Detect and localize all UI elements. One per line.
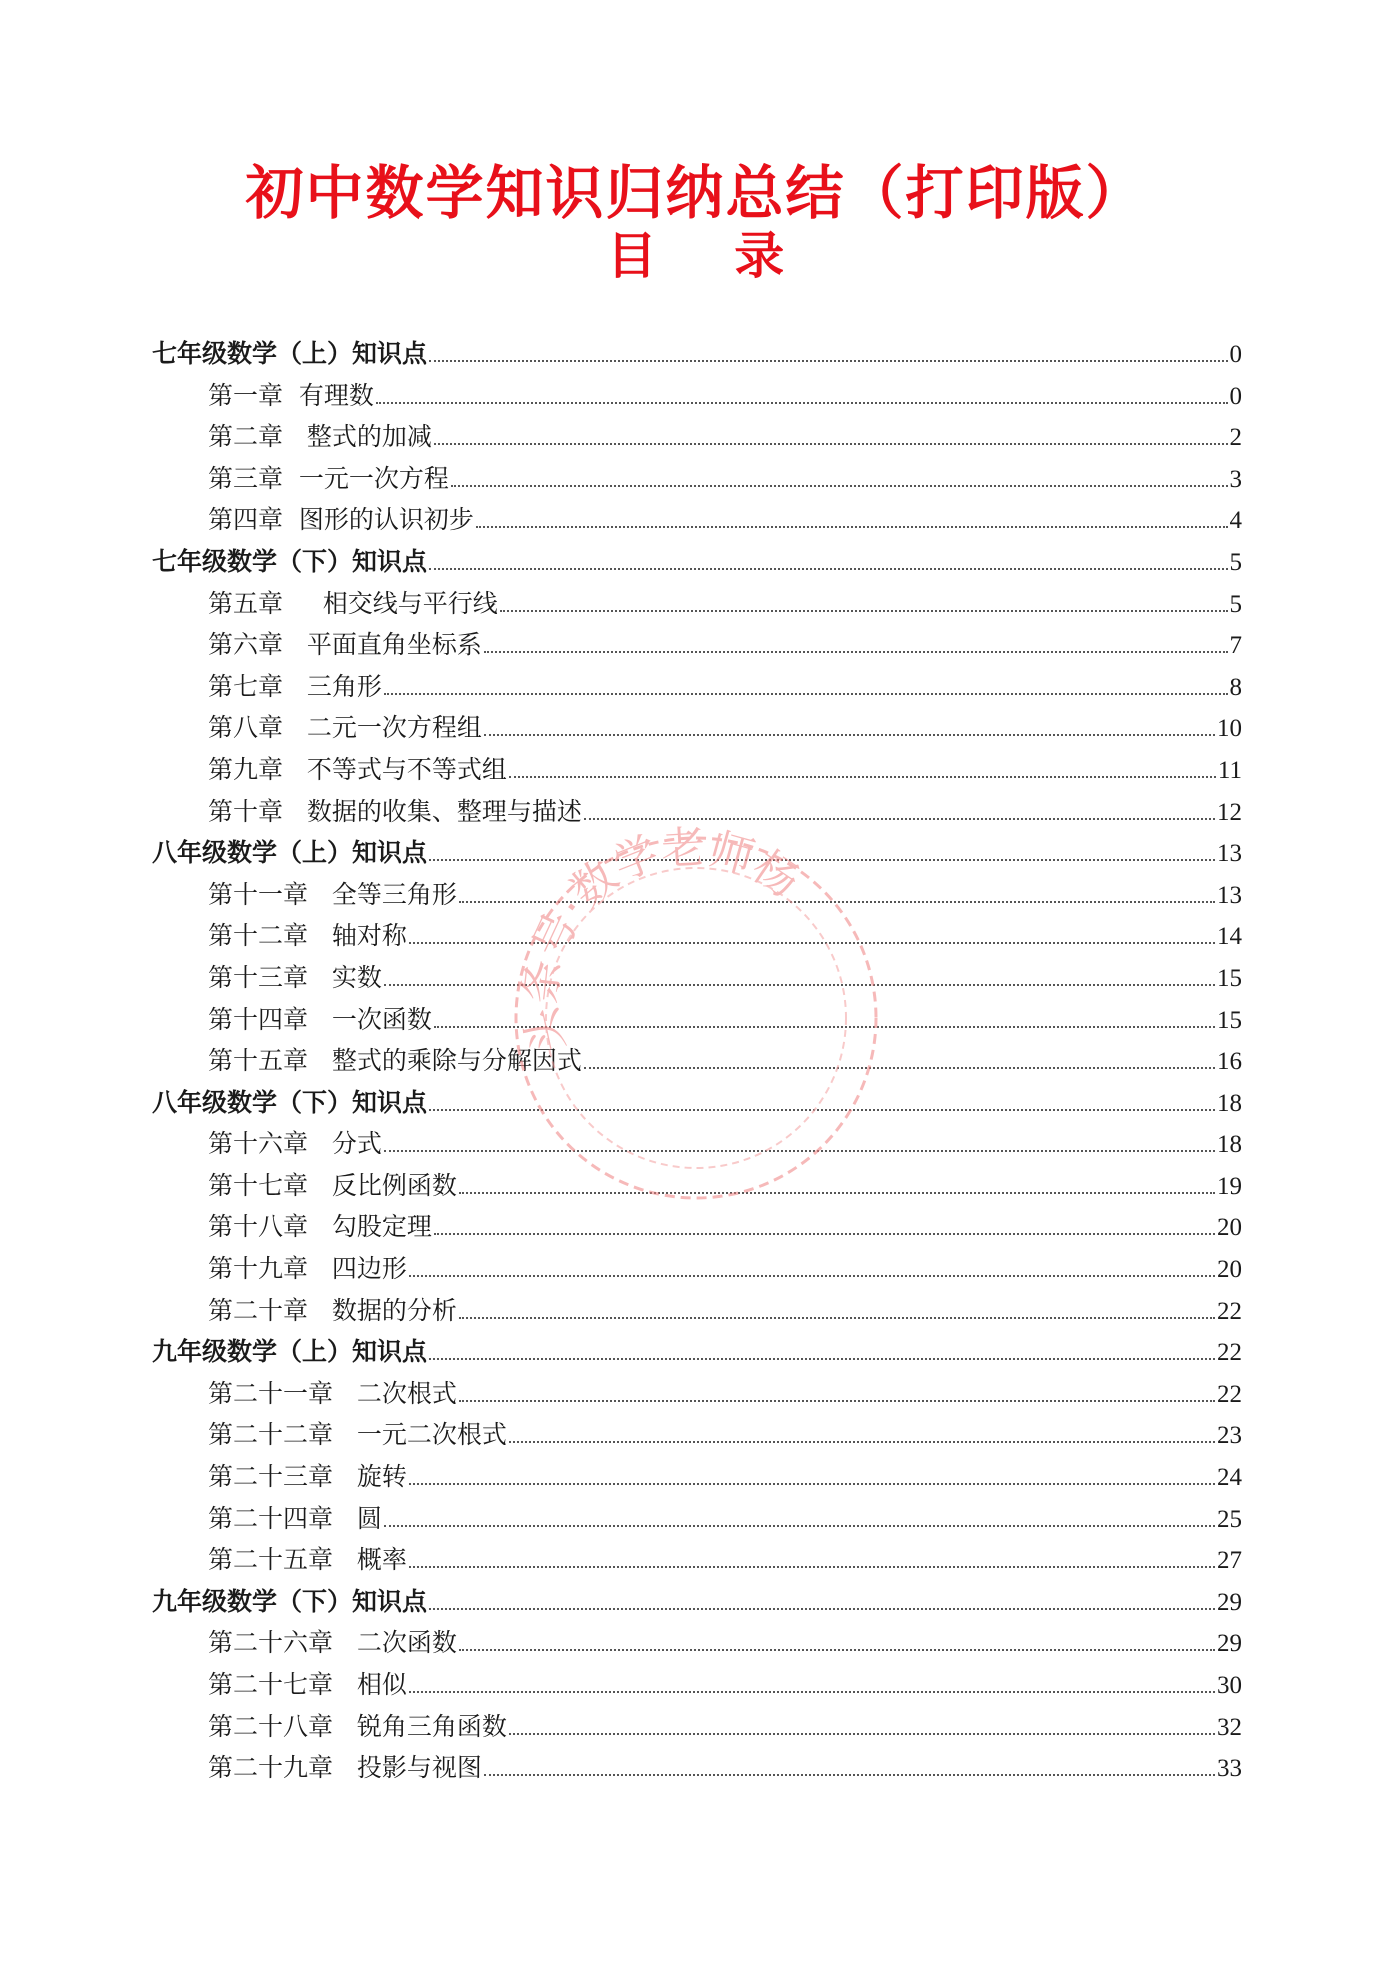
toc-page-number: 2 — [1229, 424, 1242, 452]
toc-page-number: 0 — [1229, 341, 1242, 368]
dot-leader — [509, 1732, 1215, 1735]
dot-leader — [459, 1399, 1215, 1402]
dot-leader — [451, 484, 1228, 487]
toc-chapter-entry[interactable] — [152, 1040, 1242, 1082]
toc-entry-label: 第二十四章 圆 — [208, 1503, 382, 1533]
dot-leader — [409, 941, 1215, 944]
toc-grade-entry[interactable] — [152, 541, 1242, 583]
toc-chapter-entry[interactable] — [152, 416, 1242, 458]
dot-leader — [409, 1482, 1215, 1485]
dot-leader — [384, 1524, 1215, 1527]
toc-entry-label: 第二十七章 相似 — [208, 1670, 407, 1699]
dot-leader — [429, 1607, 1215, 1610]
toc-page-number: 24 — [1217, 1464, 1242, 1492]
dot-leader — [500, 609, 1228, 612]
toc-page-number: 0 — [1229, 382, 1242, 410]
dot-leader — [409, 1565, 1215, 1568]
toc-entry-label: 九年级数学（下）知识点 — [152, 1586, 428, 1616]
dot-leader — [429, 567, 1227, 570]
toc-grade-entry[interactable] — [152, 333, 1242, 375]
dot-leader — [384, 692, 1228, 695]
toc-entry-label: 第九章 不等式与不等式组 — [208, 754, 507, 784]
toc-entry-label: 第十四章 一次函数 — [208, 1004, 432, 1034]
toc-grade-entry[interactable] — [152, 1581, 1242, 1623]
toc-chapter-entry[interactable] — [152, 1747, 1242, 1789]
toc-grade-entry[interactable] — [152, 1331, 1242, 1373]
dot-leader — [376, 401, 1228, 404]
toc-entry-label: 第十章 数据的收集、整理与描述 — [208, 796, 582, 826]
dot-leader — [509, 1440, 1215, 1443]
dot-leader — [409, 1690, 1215, 1693]
toc-entry-label: 第十六章 分式 — [208, 1129, 382, 1159]
dot-leader — [429, 359, 1227, 362]
dot-leader — [584, 817, 1215, 820]
toc-entry-label: 第五章 相交线与平行线 — [208, 588, 498, 618]
toc-grade-entry[interactable] — [152, 832, 1242, 874]
toc-page-number: 11 — [1217, 756, 1242, 784]
toc-entry-label: 第十九章 四边形 — [208, 1254, 407, 1284]
dot-leader — [459, 1316, 1215, 1319]
toc-page-number: 16 — [1217, 1048, 1242, 1076]
toc-page-number: 15 — [1217, 1006, 1242, 1034]
toc-page-number: 8 — [1229, 673, 1242, 701]
toc-page-number: 18 — [1217, 1131, 1242, 1159]
toc-entry-label: 第二十一章 二次根式 — [208, 1378, 457, 1408]
toc-entry-label: 第十三章 实数 — [208, 962, 382, 992]
toc-chapter-entry[interactable] — [152, 1248, 1242, 1290]
toc-chapter-entry[interactable] — [152, 957, 1242, 999]
toc-page-number: 29 — [1217, 1630, 1242, 1658]
toc-chapter-entry[interactable] — [152, 1373, 1242, 1415]
dot-leader — [384, 1149, 1215, 1152]
toc-entry-label: 第二十三章 旋转 — [208, 1462, 407, 1492]
toc-entry-label: 七年级数学（上）知识点 — [152, 339, 428, 368]
toc-page-number: 13 — [1217, 840, 1242, 868]
dot-leader — [476, 525, 1228, 528]
toc-page-number: 3 — [1229, 465, 1242, 493]
toc-page-number: 22 — [1217, 1297, 1242, 1325]
document-title: 初中数学知识归纳总结（打印版） — [245, 159, 1146, 227]
toc-entry-label: 第二十章 数据的分析 — [208, 1295, 457, 1325]
table-of-contents — [152, 333, 1242, 1789]
toc-page-number: 7 — [1229, 632, 1242, 660]
dot-leader — [434, 1232, 1215, 1235]
toc-grade-entry[interactable] — [152, 1082, 1242, 1124]
toc-entry-label: 第七章 三角形 — [208, 671, 382, 701]
toc-chapter-entry[interactable] — [152, 791, 1242, 833]
toc-chapter-entry[interactable] — [152, 583, 1242, 625]
toc-entry-label: 第六章 平面直角坐标系 — [208, 630, 482, 660]
toc-entry-label: 第二章 整式的加减 — [208, 422, 432, 452]
toc-page-number: 25 — [1217, 1505, 1242, 1533]
toc-heading: 目 录 — [606, 227, 785, 285]
dot-leader — [429, 1108, 1215, 1111]
toc-page-number: 30 — [1217, 1672, 1242, 1699]
toc-entry-label: 九年级数学（上）知识点 — [152, 1337, 428, 1367]
dot-leader — [429, 858, 1215, 861]
toc-chapter-entry[interactable] — [152, 1206, 1242, 1248]
toc-chapter-entry[interactable] — [152, 1622, 1242, 1664]
toc-chapter-entry[interactable] — [152, 874, 1242, 916]
toc-page-number: 15 — [1217, 964, 1242, 992]
toc-page-number: 19 — [1217, 1172, 1242, 1200]
toc-entry-label: 第十二章 轴对称 — [208, 921, 407, 951]
toc-chapter-entry[interactable] — [152, 1165, 1242, 1207]
dot-leader — [429, 1357, 1215, 1360]
toc-page-number: 22 — [1217, 1380, 1242, 1408]
toc-entry-label: 八年级数学（上）知识点 — [152, 838, 428, 868]
dot-leader — [509, 775, 1216, 778]
dot-leader — [459, 1648, 1215, 1651]
toc-entry-label: 第三章 一元一次方程 — [208, 463, 449, 493]
toc-entry-label: 第十五章 整式的乘除与分解因式 — [208, 1046, 582, 1076]
toc-page-number: 27 — [1217, 1547, 1242, 1575]
toc-chapter-entry[interactable] — [152, 666, 1242, 708]
toc-page-number: 10 — [1217, 715, 1242, 743]
toc-page-number: 20 — [1217, 1256, 1242, 1284]
toc-page-number: 29 — [1217, 1588, 1242, 1616]
toc-chapter-entry[interactable] — [152, 375, 1242, 417]
dot-leader — [434, 1025, 1215, 1028]
toc-entry-label: 第十七章 反比例函数 — [208, 1170, 457, 1200]
toc-page-number: 32 — [1217, 1713, 1242, 1741]
toc-chapter-entry[interactable] — [152, 1414, 1242, 1456]
dot-leader — [384, 983, 1215, 986]
toc-chapter-entry[interactable] — [152, 999, 1242, 1041]
toc-entry-label: 第二十八章 锐角三角函数 — [208, 1711, 507, 1741]
toc-entry-label: 八年级数学（下）知识点 — [152, 1087, 428, 1117]
dot-leader — [584, 1066, 1215, 1069]
toc-page-number: 18 — [1217, 1089, 1242, 1117]
toc-page-number: 14 — [1217, 923, 1242, 951]
toc-chapter-entry[interactable] — [152, 499, 1242, 541]
dot-leader — [459, 900, 1215, 903]
toc-entry-label: 第二十二章 一元二次根式 — [208, 1420, 507, 1450]
toc-entry-label: 七年级数学（下）知识点 — [152, 546, 428, 576]
toc-chapter-entry[interactable] — [152, 915, 1242, 957]
toc-page-number: 23 — [1217, 1422, 1242, 1450]
dot-leader — [459, 1191, 1215, 1194]
watermark-text: 头条号·数学老师杨 — [515, 821, 809, 1058]
toc-entry-label: 第四章 图形的认识初步 — [208, 505, 474, 535]
toc-chapter-entry[interactable] — [152, 1290, 1242, 1332]
toc-chapter-entry[interactable] — [152, 1539, 1242, 1581]
toc-chapter-entry[interactable] — [152, 1664, 1242, 1706]
toc-chapter-entry[interactable] — [152, 707, 1242, 749]
toc-entry-label: 第二十五章 概率 — [208, 1545, 407, 1575]
toc-page-number: 13 — [1217, 881, 1242, 909]
toc-entry-label: 第二十六章 二次函数 — [208, 1628, 457, 1658]
toc-page-number: 12 — [1217, 798, 1242, 826]
toc-chapter-entry[interactable] — [152, 1706, 1242, 1748]
toc-entry-label: 第十八章 勾股定理 — [208, 1212, 432, 1242]
dot-leader — [484, 1773, 1215, 1776]
dot-leader — [484, 733, 1215, 736]
toc-page-number: 4 — [1229, 507, 1242, 535]
toc-chapter-entry[interactable] — [152, 624, 1242, 666]
toc-entry-label: 第一章 有理数 — [208, 380, 374, 410]
toc-entry-label: 第二十九章 投影与视图 — [208, 1753, 482, 1783]
toc-page-number: 22 — [1217, 1339, 1242, 1367]
toc-chapter-entry[interactable] — [152, 1498, 1242, 1540]
toc-chapter-entry[interactable] — [152, 1123, 1242, 1165]
dot-leader — [484, 650, 1228, 653]
dot-leader — [434, 442, 1228, 445]
dot-leader — [409, 1274, 1215, 1277]
toc-chapter-entry[interactable] — [152, 749, 1242, 791]
toc-page-number: 33 — [1217, 1755, 1242, 1783]
toc-entry-label: 第十一章 全等三角形 — [208, 879, 457, 909]
toc-entry-label: 第八章 二元一次方程组 — [208, 713, 482, 743]
toc-chapter-entry[interactable] — [152, 1456, 1242, 1498]
toc-chapter-entry[interactable] — [152, 458, 1242, 500]
toc-page-number: 5 — [1229, 590, 1242, 618]
toc-page-number: 5 — [1229, 548, 1242, 576]
toc-page-number: 20 — [1217, 1214, 1242, 1242]
